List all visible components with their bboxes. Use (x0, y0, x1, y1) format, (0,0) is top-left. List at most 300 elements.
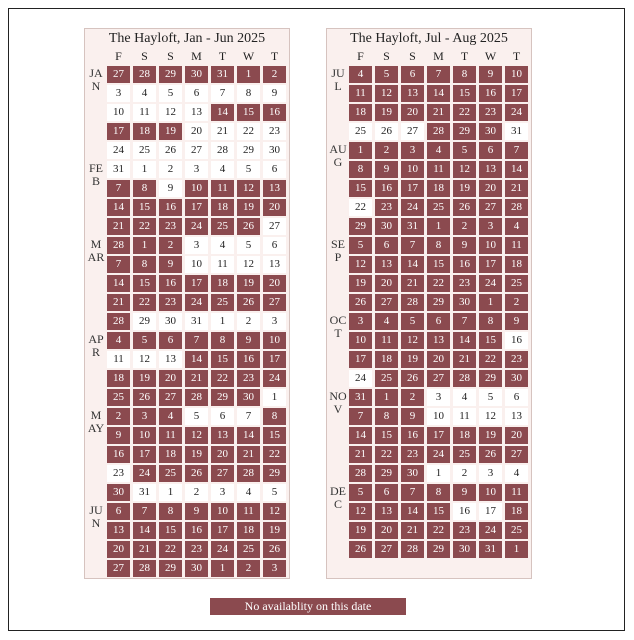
day-cell-available: 6 (263, 237, 286, 254)
day-cell-available: 31 (107, 161, 130, 178)
day-cell-unavailable: 4 (107, 332, 130, 349)
weekday-header: W (242, 49, 255, 63)
month-label: SEP (330, 237, 345, 264)
day-cell-unavailable: 16 (107, 446, 130, 463)
day-cell-unavailable: 27 (375, 294, 398, 311)
day-cell-unavailable: 5 (375, 66, 398, 83)
day-cell-unavailable: 22 (159, 541, 182, 558)
day-cell-unavailable: 7 (185, 332, 208, 349)
day-cell-unavailable: 17 (107, 123, 130, 140)
day-cell-unavailable: 4 (349, 66, 372, 83)
day-cell-unavailable: 26 (133, 389, 156, 406)
day-cell-unavailable: 16 (479, 85, 502, 102)
weekday-header: M (191, 49, 202, 63)
day-cell-unavailable: 12 (401, 332, 424, 349)
day-cell-unavailable: 22 (263, 446, 286, 463)
day-cell-unavailable: 29 (159, 560, 182, 577)
day-cell-unavailable: 12 (263, 503, 286, 520)
day-cell-unavailable: 27 (107, 560, 130, 577)
day-cell-unavailable: 24 (401, 199, 424, 216)
day-cell-unavailable: 18 (505, 503, 528, 520)
day-cell-unavailable: 22 (453, 104, 476, 121)
day-cell-unavailable: 26 (263, 541, 286, 558)
day-cell-unavailable: 7 (133, 503, 156, 520)
day-cell-unavailable: 20 (263, 199, 286, 216)
day-cell-unavailable: 26 (349, 294, 372, 311)
day-cell-unavailable: 10 (401, 161, 424, 178)
day-cell-unavailable: 18 (505, 256, 528, 273)
day-cell-available: 26 (159, 142, 182, 159)
day-cell-unavailable: 19 (349, 275, 372, 292)
day-cell-unavailable: 26 (185, 465, 208, 482)
day-cell-unavailable: 27 (505, 446, 528, 463)
day-cell-unavailable: 13 (479, 161, 502, 178)
weekday-header: T (218, 49, 227, 63)
day-cell-available: 10 (107, 104, 130, 121)
day-cell-unavailable: 23 (375, 199, 398, 216)
day-cell-unavailable: 17 (263, 351, 286, 368)
day-cell-unavailable: 21 (401, 522, 424, 539)
day-cell-unavailable: 29 (453, 123, 476, 140)
day-cell-unavailable: 18 (349, 104, 372, 121)
day-cell-unavailable: 1 (211, 560, 234, 577)
day-cell-unavailable: 23 (159, 218, 182, 235)
day-cell-unavailable: 25 (427, 199, 450, 216)
day-cell-unavailable: 17 (185, 199, 208, 216)
day-cell-unavailable: 28 (185, 389, 208, 406)
day-cell-unavailable: 14 (427, 85, 450, 102)
day-cell-available: 4 (237, 484, 260, 501)
day-cell-unavailable: 11 (505, 237, 528, 254)
day-cell-available: 24 (349, 370, 372, 387)
day-cell-unavailable: 8 (159, 503, 182, 520)
day-cell-unavailable: 1 (237, 66, 260, 83)
day-cell-unavailable: 30 (185, 66, 208, 83)
day-cell-unavailable: 24 (211, 541, 234, 558)
day-cell-unavailable: 28 (401, 541, 424, 558)
day-cell-unavailable: 9 (453, 237, 476, 254)
day-cell-available: 9 (159, 180, 182, 197)
day-cell-unavailable: 28 (133, 560, 156, 577)
weekday-header: W (484, 49, 497, 63)
day-cell-unavailable: 30 (107, 484, 130, 501)
day-cell-unavailable: 12 (349, 256, 372, 273)
day-cell-unavailable: 10 (211, 503, 234, 520)
day-cell-unavailable: 15 (133, 275, 156, 292)
day-cell-unavailable: 25 (237, 541, 260, 558)
day-cell-available: 3 (185, 237, 208, 254)
day-cell-available: 21 (211, 123, 234, 140)
day-cell-unavailable: 24 (505, 104, 528, 121)
day-cell-unavailable: 23 (479, 104, 502, 121)
calendar-title: The Hayloft, Jul - Aug 2025 (350, 31, 508, 46)
day-cell-available: 6 (263, 161, 286, 178)
day-cell-available: 11 (211, 256, 234, 273)
month-label: JUL (331, 66, 345, 93)
day-cell-available: 4 (505, 465, 528, 482)
month-label: DEC (330, 484, 346, 511)
day-cell-unavailable: 14 (349, 427, 372, 444)
day-cell-unavailable: 31 (211, 66, 234, 83)
month-label: OCT (329, 313, 347, 340)
day-cell-unavailable: 24 (185, 294, 208, 311)
day-cell-unavailable: 18 (237, 522, 260, 539)
day-cell-unavailable: 13 (107, 522, 130, 539)
day-cell-unavailable: 8 (133, 180, 156, 197)
day-cell-available: 30 (159, 313, 182, 330)
day-cell-available: 4 (453, 389, 476, 406)
day-cell-unavailable: 8 (453, 66, 476, 83)
day-cell-unavailable: 14 (185, 351, 208, 368)
day-cell-available: 31 (185, 313, 208, 330)
day-cell-unavailable: 16 (185, 522, 208, 539)
day-cell-unavailable: 17 (427, 427, 450, 444)
day-cell-unavailable: 27 (211, 465, 234, 482)
day-cell-available: 23 (107, 465, 130, 482)
day-cell-unavailable: 18 (107, 370, 130, 387)
calendar-jul-aug (326, 28, 532, 579)
day-cell-available: 3 (107, 85, 130, 102)
day-cell-available: 8 (237, 85, 260, 102)
day-cell-unavailable: 7 (107, 180, 130, 197)
day-cell-unavailable: 27 (159, 389, 182, 406)
day-cell-unavailable: 8 (349, 161, 372, 178)
day-cell-unavailable: 20 (375, 275, 398, 292)
day-cell-unavailable: 18 (211, 199, 234, 216)
day-cell-available: 13 (159, 351, 182, 368)
day-cell-unavailable: 1 (133, 237, 156, 254)
month-label: FEB (88, 161, 103, 188)
day-cell-unavailable: 12 (185, 427, 208, 444)
day-cell-available: 6 (505, 389, 528, 406)
day-cell-available: 5 (185, 408, 208, 425)
day-cell-unavailable: 1 (505, 541, 528, 558)
day-cell-unavailable: 19 (479, 427, 502, 444)
day-cell-unavailable: 1 (427, 218, 450, 235)
day-cell-unavailable: 10 (133, 427, 156, 444)
day-cell-unavailable: 15 (349, 180, 372, 197)
day-cell-unavailable: 18 (133, 123, 156, 140)
day-cell-unavailable: 30 (237, 389, 260, 406)
day-cell-unavailable: 10 (479, 237, 502, 254)
day-cell-unavailable: 22 (211, 370, 234, 387)
day-cell-unavailable: 31 (479, 541, 502, 558)
month-label: MAR (87, 237, 105, 264)
day-cell-unavailable: 18 (159, 446, 182, 463)
day-cell-available: 31 (505, 123, 528, 140)
day-cell-unavailable: 19 (133, 370, 156, 387)
day-cell-unavailable: 26 (453, 199, 476, 216)
day-cell-unavailable: 25 (211, 294, 234, 311)
day-cell-unavailable: 31 (349, 389, 372, 406)
day-cell-unavailable: 26 (349, 541, 372, 558)
day-cell-unavailable: 9 (453, 484, 476, 501)
day-cell-unavailable: 28 (349, 465, 372, 482)
day-cell-available: 10 (427, 408, 450, 425)
day-cell-unavailable: 9 (479, 66, 502, 83)
day-cell-unavailable: 22 (427, 275, 450, 292)
day-cell-unavailable: 9 (375, 161, 398, 178)
day-cell-available: 5 (237, 237, 260, 254)
day-cell-available: 27 (185, 142, 208, 159)
day-cell-unavailable: 17 (505, 85, 528, 102)
day-cell-unavailable: 2 (453, 218, 476, 235)
day-cell-unavailable: 18 (211, 275, 234, 292)
day-cell-available: 5 (159, 85, 182, 102)
day-cell-unavailable: 24 (263, 370, 286, 387)
day-cell-unavailable: 4 (375, 313, 398, 330)
month-label: APR (88, 332, 104, 359)
day-cell-unavailable: 3 (349, 313, 372, 330)
day-cell-unavailable: 17 (133, 446, 156, 463)
day-cell-unavailable: 14 (133, 522, 156, 539)
day-cell-unavailable: 2 (107, 408, 130, 425)
day-cell-unavailable: 29 (349, 218, 372, 235)
day-cell-available: 1 (211, 313, 234, 330)
day-cell-available: 5 (263, 484, 286, 501)
day-cell-unavailable: 12 (237, 180, 260, 197)
day-cell-unavailable: 8 (375, 408, 398, 425)
day-cell-unavailable: 15 (479, 332, 502, 349)
month-label: JAN (89, 66, 103, 93)
day-cell-unavailable: 13 (401, 85, 424, 102)
day-cell-unavailable: 2 (263, 66, 286, 83)
day-cell-unavailable: 12 (375, 85, 398, 102)
day-cell-unavailable: 24 (133, 465, 156, 482)
day-cell-unavailable: 28 (453, 370, 476, 387)
day-cell-unavailable: 20 (479, 180, 502, 197)
day-cell-unavailable: 8 (263, 408, 286, 425)
day-cell-unavailable: 14 (401, 503, 424, 520)
month-label: JUN (89, 503, 103, 530)
day-cell-unavailable: 27 (427, 370, 450, 387)
legend-no-availability: No availablity on this date (210, 598, 406, 615)
day-cell-available: 5 (479, 389, 502, 406)
day-cell-unavailable: 14 (107, 199, 130, 216)
day-cell-unavailable: 12 (349, 503, 372, 520)
day-cell-unavailable: 7 (453, 313, 476, 330)
day-cell-available: 5 (237, 161, 260, 178)
weekday-header: T (270, 49, 279, 63)
day-cell-available: 20 (185, 123, 208, 140)
weekday-header: F (357, 49, 364, 63)
day-cell-unavailable: 15 (211, 351, 234, 368)
day-cell-unavailable: 22 (375, 446, 398, 463)
day-cell-unavailable: 25 (453, 446, 476, 463)
day-cell-unavailable: 15 (427, 256, 450, 273)
day-cell-unavailable: 25 (505, 522, 528, 539)
day-cell-unavailable: 20 (401, 104, 424, 121)
day-cell-unavailable: 23 (185, 541, 208, 558)
day-cell-unavailable: 22 (133, 294, 156, 311)
day-cell-unavailable: 17 (185, 275, 208, 292)
day-cell-unavailable: 28 (237, 465, 260, 482)
weekday-header: T (460, 49, 469, 63)
day-cell-unavailable: 8 (211, 332, 234, 349)
day-cell-unavailable: 8 (479, 313, 502, 330)
day-cell-unavailable: 11 (505, 484, 528, 501)
day-cell-unavailable: 29 (211, 389, 234, 406)
day-cell-unavailable: 19 (349, 522, 372, 539)
day-cell-unavailable: 21 (185, 370, 208, 387)
day-cell-unavailable: 23 (505, 351, 528, 368)
day-cell-unavailable: 9 (505, 313, 528, 330)
day-cell-available: 11 (453, 408, 476, 425)
day-cell-unavailable: 16 (159, 199, 182, 216)
day-cell-unavailable: 17 (401, 180, 424, 197)
day-cell-unavailable: 30 (401, 465, 424, 482)
day-cell-unavailable: 19 (237, 275, 260, 292)
day-cell-unavailable: 4 (427, 142, 450, 159)
day-cell-unavailable: 10 (479, 484, 502, 501)
day-cell-unavailable: 13 (263, 180, 286, 197)
day-cell-unavailable: 22 (427, 522, 450, 539)
day-cell-unavailable: 20 (211, 446, 234, 463)
day-cell-unavailable: 9 (237, 332, 260, 349)
day-cell-unavailable: 14 (453, 332, 476, 349)
day-cell-unavailable: 20 (505, 427, 528, 444)
day-cell-unavailable: 21 (453, 351, 476, 368)
day-cell-unavailable: 8 (133, 256, 156, 273)
day-cell-available: 1 (427, 465, 450, 482)
day-cell-unavailable: 23 (237, 370, 260, 387)
day-cell-available: 1 (263, 389, 286, 406)
day-cell-unavailable: 28 (505, 199, 528, 216)
day-cell-unavailable: 2 (159, 237, 182, 254)
day-cell-unavailable: 22 (133, 218, 156, 235)
day-cell-unavailable: 15 (375, 427, 398, 444)
day-cell-unavailable: 6 (479, 142, 502, 159)
day-cell-unavailable: 18 (453, 427, 476, 444)
weekday-header: M (433, 49, 444, 63)
day-cell-unavailable: 11 (237, 503, 260, 520)
weekday-header: S (409, 49, 416, 63)
day-cell-unavailable: 15 (263, 427, 286, 444)
day-cell-available: 2 (185, 484, 208, 501)
day-cell-unavailable: 20 (427, 351, 450, 368)
day-cell-available: 10 (185, 256, 208, 273)
day-cell-available: 3 (427, 389, 450, 406)
day-cell-available: 22 (349, 199, 372, 216)
day-cell-unavailable: 7 (349, 408, 372, 425)
day-cell-unavailable: 13 (375, 256, 398, 273)
day-cell-unavailable: 26 (401, 370, 424, 387)
day-cell-unavailable: 1 (479, 294, 502, 311)
day-cell-unavailable: 25 (107, 389, 130, 406)
day-cell-unavailable: 30 (375, 218, 398, 235)
weekday-header: T (512, 49, 521, 63)
day-cell-unavailable: 7 (107, 256, 130, 273)
day-cell-unavailable: 6 (401, 66, 424, 83)
day-cell-unavailable: 11 (159, 427, 182, 444)
day-cell-unavailable: 15 (453, 85, 476, 102)
weekday-header: S (167, 49, 174, 63)
day-cell-available: 12 (133, 351, 156, 368)
day-cell-unavailable: 14 (107, 275, 130, 292)
day-cell-unavailable: 9 (107, 427, 130, 444)
day-cell-unavailable: 2 (505, 294, 528, 311)
day-cell-unavailable: 7 (401, 484, 424, 501)
day-cell-unavailable: 16 (375, 180, 398, 197)
day-cell-unavailable: 24 (185, 218, 208, 235)
day-cell-unavailable: 29 (427, 541, 450, 558)
day-cell-unavailable: 10 (263, 332, 286, 349)
day-cell-unavailable: 19 (159, 123, 182, 140)
day-cell-unavailable: 3 (401, 142, 424, 159)
day-cell-unavailable: 21 (133, 541, 156, 558)
day-cell-available: 25 (349, 123, 372, 140)
day-cell-unavailable: 10 (349, 332, 372, 349)
day-cell-unavailable: 28 (107, 237, 130, 254)
day-cell-unavailable: 9 (185, 503, 208, 520)
day-cell-unavailable: 23 (453, 522, 476, 539)
day-cell-available: 1 (159, 484, 182, 501)
day-cell-unavailable: 26 (479, 446, 502, 463)
day-cell-unavailable: 2 (375, 142, 398, 159)
day-cell-available: 2 (159, 161, 182, 178)
day-cell-unavailable: 6 (159, 332, 182, 349)
day-cell-unavailable: 20 (375, 522, 398, 539)
day-cell-unavailable: 16 (237, 351, 260, 368)
day-cell-unavailable: 28 (427, 123, 450, 140)
day-cell-available: 26 (375, 123, 398, 140)
day-cell-available: 7 (237, 408, 260, 425)
day-cell-unavailable: 5 (453, 142, 476, 159)
day-cell-available: 29 (237, 142, 260, 159)
day-cell-unavailable: 12 (453, 161, 476, 178)
day-cell-unavailable: 14 (237, 427, 260, 444)
day-cell-unavailable: 21 (505, 180, 528, 197)
day-cell-unavailable: 27 (375, 541, 398, 558)
day-cell-unavailable: 4 (159, 408, 182, 425)
day-cell-available: 22 (237, 123, 260, 140)
day-cell-unavailable: 26 (237, 294, 260, 311)
day-cell-unavailable: 19 (263, 522, 286, 539)
day-cell-available: 29 (133, 313, 156, 330)
day-cell-unavailable: 4 (505, 218, 528, 235)
day-cell-unavailable: 30 (185, 560, 208, 577)
day-cell-unavailable: 29 (427, 294, 450, 311)
day-cell-unavailable: 16 (159, 275, 182, 292)
day-cell-unavailable: 29 (375, 465, 398, 482)
day-cell-available: 13 (263, 256, 286, 273)
calendar-jan-jun (84, 28, 290, 579)
weekday-header: S (383, 49, 390, 63)
day-cell-available: 12 (237, 256, 260, 273)
day-cell-unavailable: 23 (159, 294, 182, 311)
day-cell-unavailable: 11 (375, 332, 398, 349)
day-cell-available: 4 (211, 161, 234, 178)
day-cell-unavailable: 20 (159, 370, 182, 387)
day-cell-unavailable: 5 (401, 313, 424, 330)
day-cell-unavailable: 3 (133, 408, 156, 425)
weekday-header: F (115, 49, 122, 63)
day-cell-unavailable: 8 (427, 237, 450, 254)
day-cell-unavailable: 19 (401, 351, 424, 368)
calendar-title: The Hayloft, Jan - Jun 2025 (108, 31, 266, 46)
day-cell-unavailable: 16 (453, 256, 476, 273)
day-cell-available: 11 (107, 351, 130, 368)
day-cell-unavailable: 19 (453, 180, 476, 197)
day-cell-unavailable: 6 (375, 237, 398, 254)
day-cell-unavailable: 21 (237, 446, 260, 463)
day-cell-unavailable: 3 (263, 560, 286, 577)
day-cell-available: 3 (479, 465, 502, 482)
day-cell-unavailable: 20 (263, 275, 286, 292)
day-cell-unavailable: 9 (401, 408, 424, 425)
day-cell-unavailable: 13 (375, 503, 398, 520)
day-cell-unavailable: 6 (375, 484, 398, 501)
